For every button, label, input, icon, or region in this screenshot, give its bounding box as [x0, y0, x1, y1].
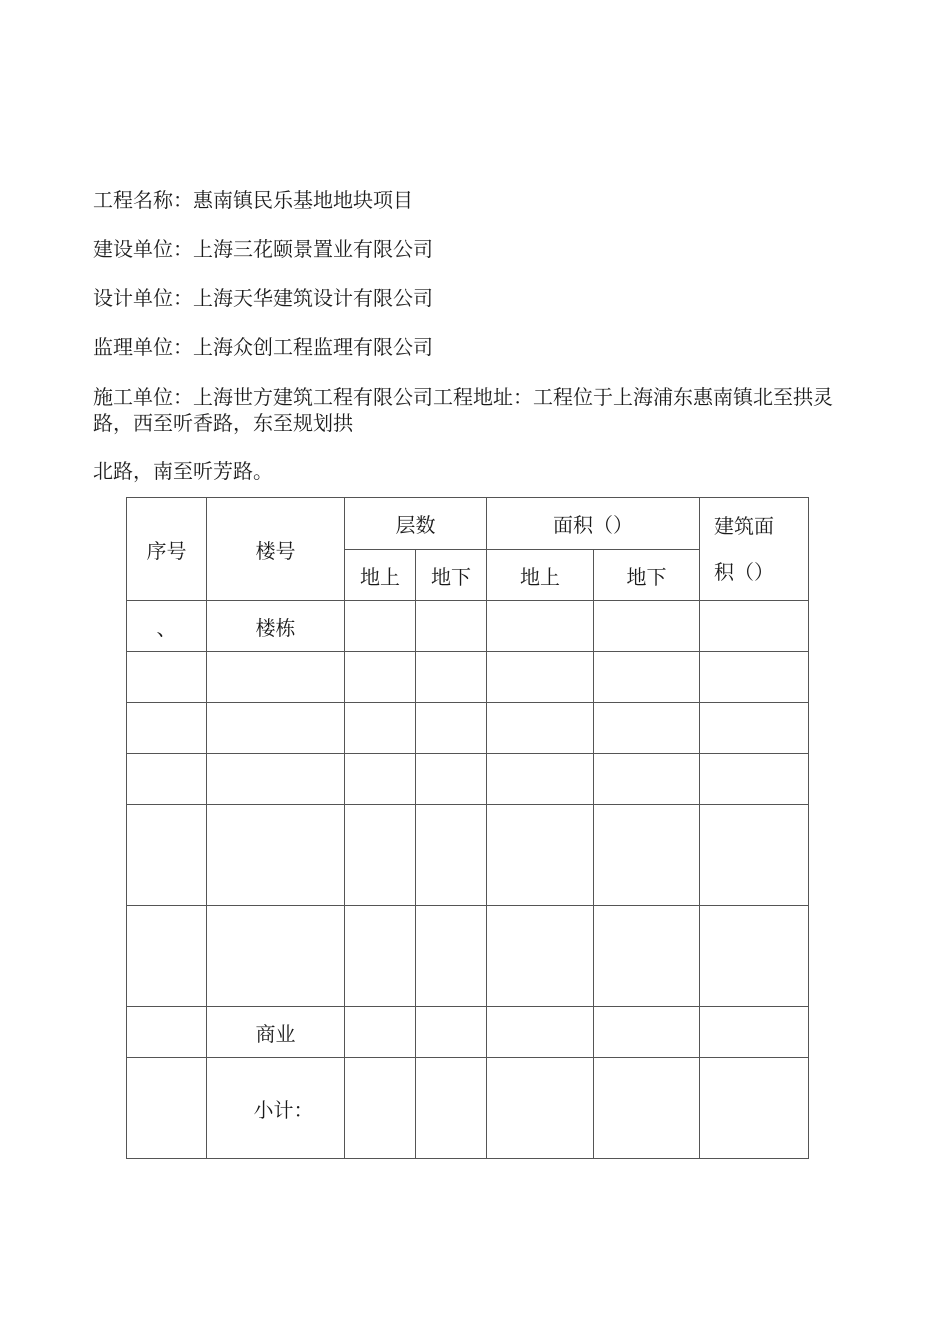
table-row [127, 754, 809, 805]
cell [487, 1007, 594, 1058]
header-floors: 层数 [345, 498, 487, 550]
cell [345, 805, 416, 906]
cell [700, 805, 809, 906]
cell [487, 805, 594, 906]
cell [700, 754, 809, 805]
seq-cell: 、 [127, 601, 207, 652]
cell [487, 1058, 594, 1159]
seq-cell [127, 652, 207, 703]
supervision-unit: 监理单位：上海众创工程监理有限公司 [93, 335, 433, 359]
header-row-1 [127, 498, 809, 550]
cell [416, 1058, 487, 1159]
cell [594, 754, 700, 805]
header-total-area [700, 498, 809, 601]
cell [416, 601, 487, 652]
table-row [127, 601, 809, 652]
building-cell [207, 754, 345, 805]
cell [700, 601, 809, 652]
building-cell: 商业 [207, 1007, 345, 1058]
cell [416, 652, 487, 703]
header-area-below: 地下 [594, 550, 700, 601]
cell [416, 906, 487, 1007]
seq-cell [127, 754, 207, 805]
cell [487, 703, 594, 754]
cell [345, 1007, 416, 1058]
header-floors-below: 地下 [416, 550, 487, 601]
cell [594, 1007, 700, 1058]
cell [700, 1058, 809, 1159]
cell [416, 703, 487, 754]
table-row [127, 703, 809, 754]
cell [594, 1058, 700, 1159]
cell [416, 1007, 487, 1058]
construction-unit-address: 施工单位：上海世方建筑工程有限公司工程地址：工程位于上海浦东惠南镇北至拱灵路，西至听香路，东至规划拱 [93, 385, 833, 435]
cell [700, 906, 809, 1007]
table-row [127, 906, 809, 1007]
cell [345, 703, 416, 754]
cell [345, 601, 416, 652]
cell [345, 652, 416, 703]
builder-unit: 建设单位：上海三花颐景置业有限公司 [93, 237, 433, 261]
cell [345, 1058, 416, 1159]
cell [487, 754, 594, 805]
header-floors-above: 地上 [345, 550, 416, 601]
cell [700, 703, 809, 754]
seq-cell [127, 805, 207, 906]
header-area-above: 地上 [487, 550, 594, 601]
cell [700, 652, 809, 703]
subtotal-label: 小计： [253, 1097, 314, 1122]
seq-cell [127, 1058, 207, 1159]
address-continuation: 北路，南至听芳路。 [93, 459, 273, 483]
table-row [127, 1007, 809, 1058]
table-row [127, 652, 809, 703]
seq-cell [127, 703, 207, 754]
cell [487, 906, 594, 1007]
building-area-table [126, 497, 809, 1159]
table-row [127, 805, 809, 906]
header-total-area-line2: 积（） [714, 560, 774, 584]
cell [700, 1007, 809, 1058]
building-cell [207, 805, 345, 906]
header-area: 面积（） [487, 498, 700, 550]
cell [487, 652, 594, 703]
building-cell [207, 1058, 345, 1159]
cell [594, 805, 700, 906]
cell [345, 906, 416, 1007]
building-cell: 楼栋 [207, 601, 345, 652]
cell [416, 754, 487, 805]
cell [594, 652, 700, 703]
subtotal-row [127, 1058, 809, 1159]
design-unit: 设计单位：上海天华建筑设计有限公司 [93, 286, 433, 310]
building-cell [207, 703, 345, 754]
building-cell [207, 906, 345, 1007]
cell [594, 906, 700, 1007]
cell [345, 754, 416, 805]
cell [594, 601, 700, 652]
seq-cell [127, 906, 207, 1007]
header-total-area-line1: 建筑面 [714, 514, 774, 538]
cell [487, 601, 594, 652]
project-name: 工程名称：惠南镇民乐基地地块项目 [93, 188, 413, 212]
header-seq: 序号 [127, 498, 207, 601]
cell [416, 805, 487, 906]
header-building: 楼号 [207, 498, 345, 601]
building-cell [207, 652, 345, 703]
cell [594, 703, 700, 754]
seq-cell [127, 1007, 207, 1058]
